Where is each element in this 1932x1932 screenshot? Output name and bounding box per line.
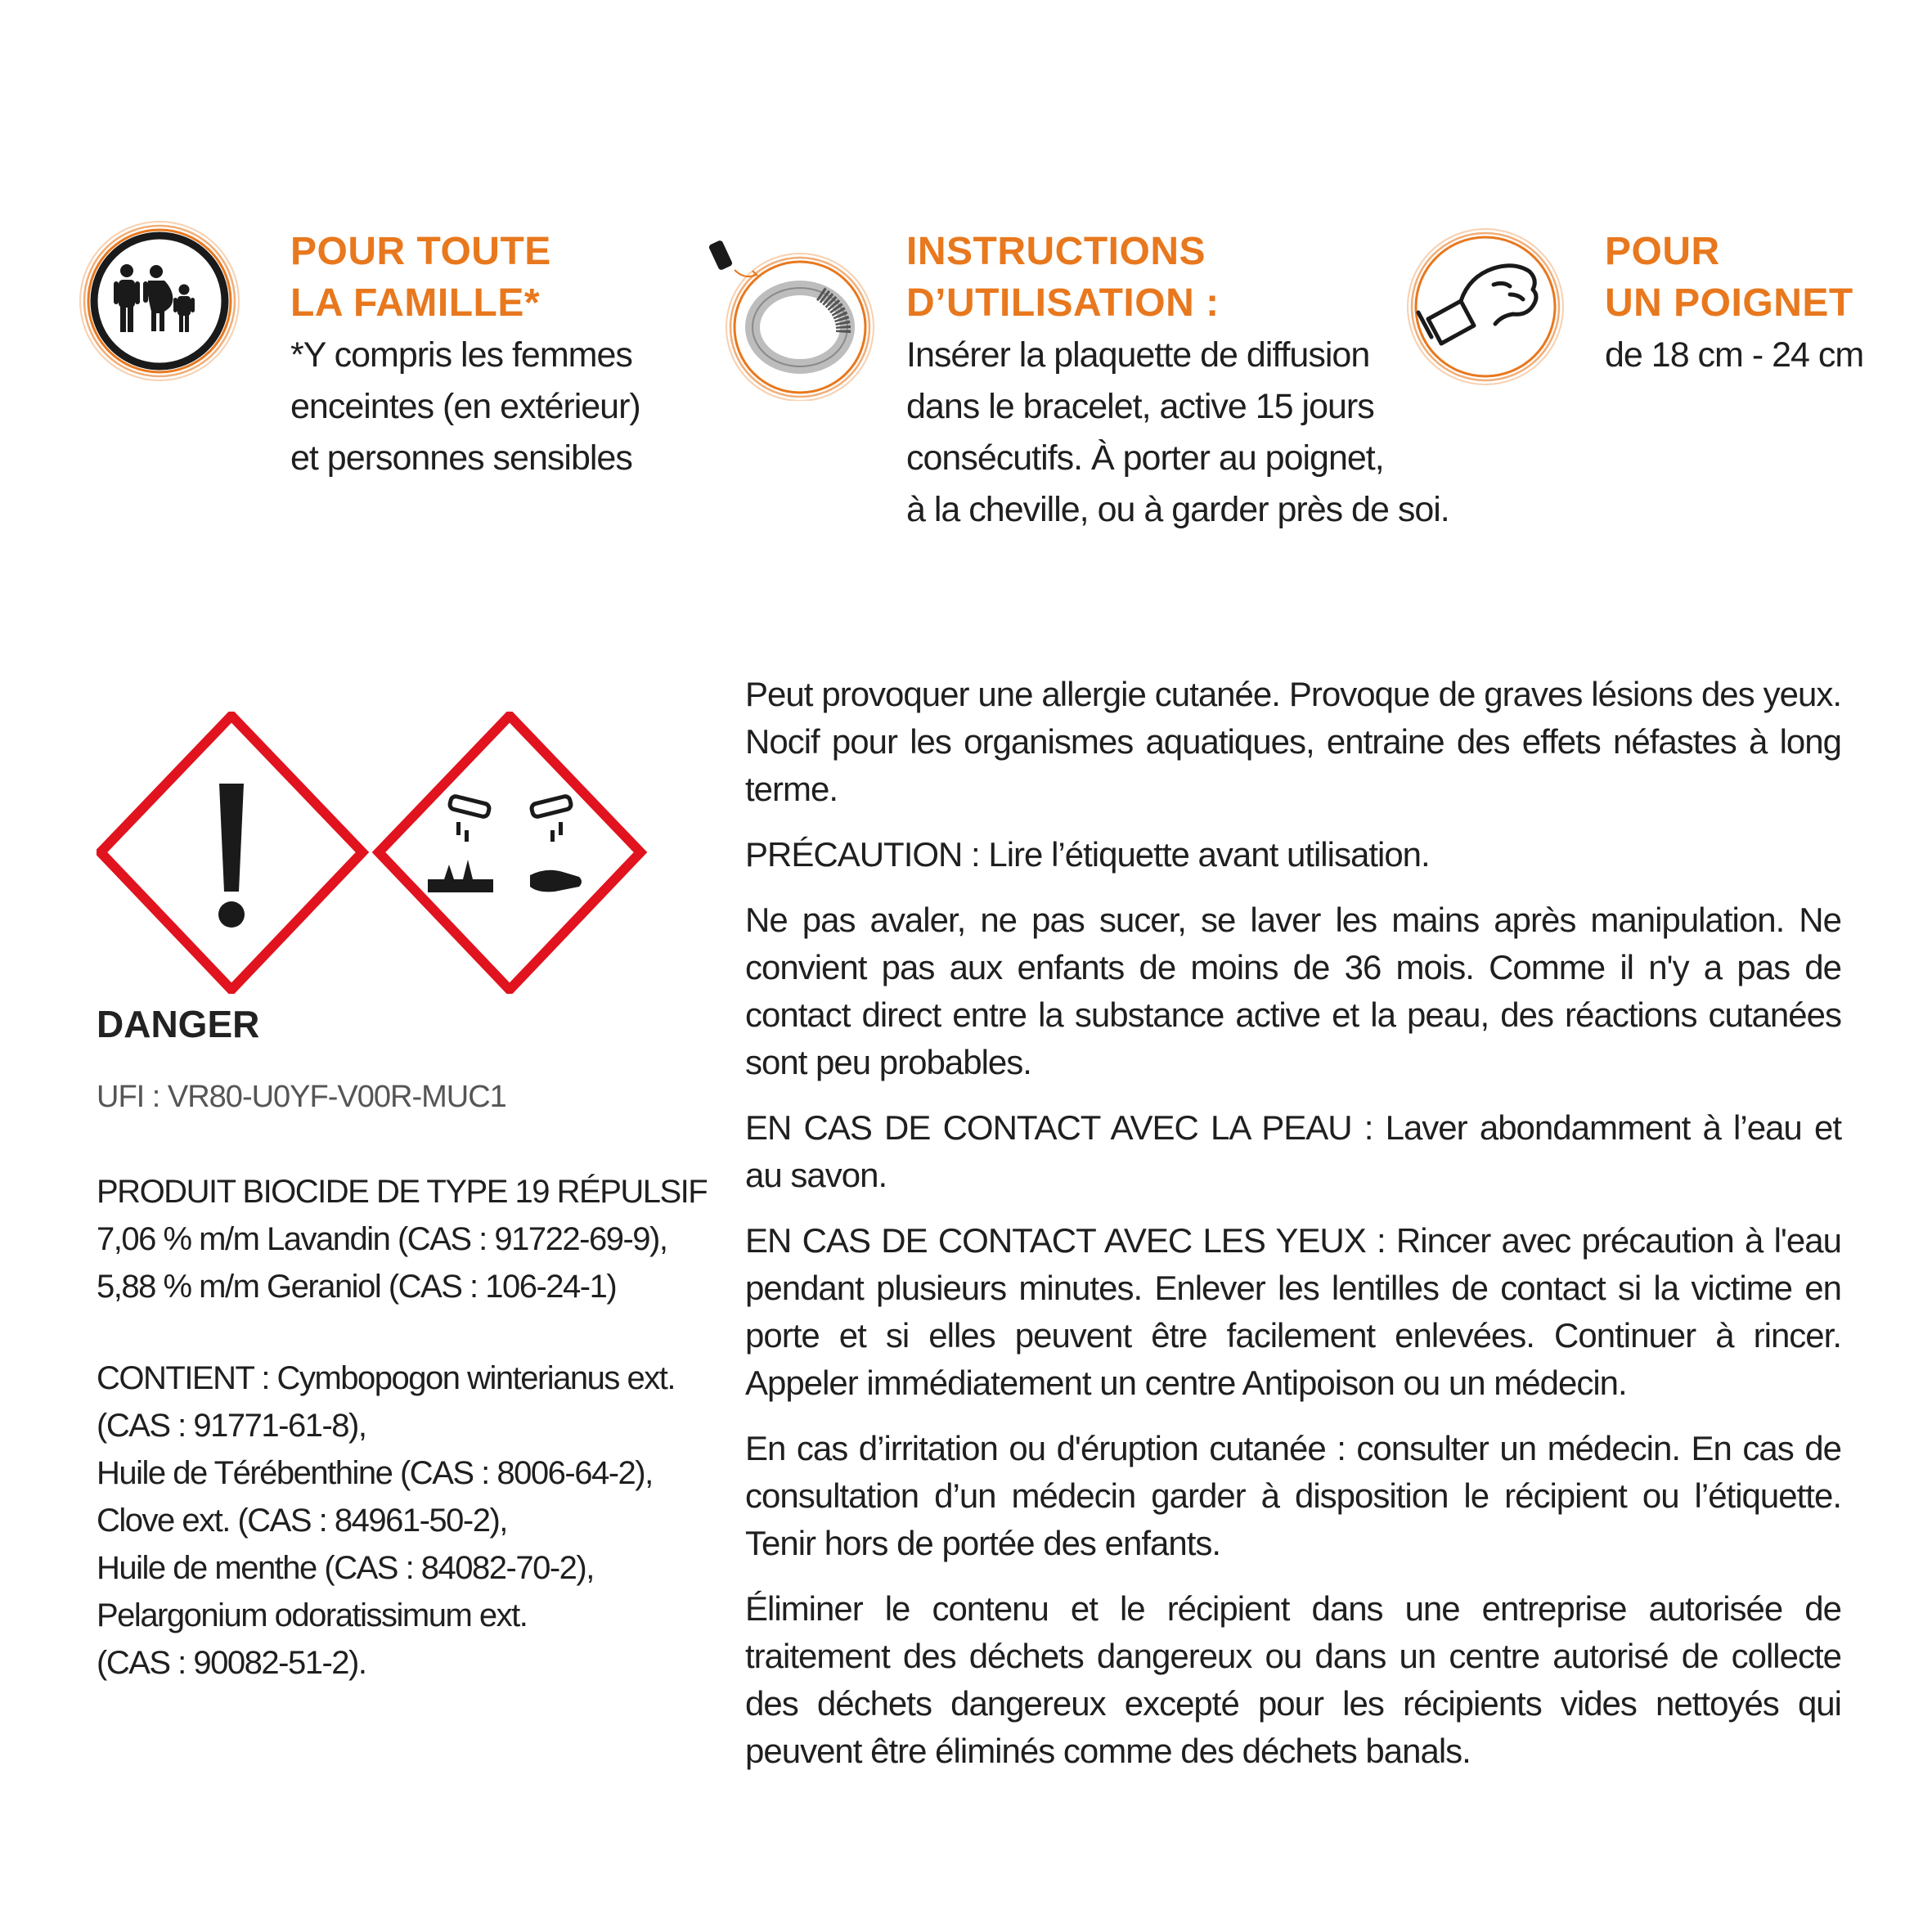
feature-instructions-text: Insérer la plaquette de diffusion dans le bracelet, active 15 jours consécutifs. À porter au poignet, à la cheville, ou à garder près de soi.: [906, 335, 1449, 529]
warning-paragraph: PRÉCAUTION : Lire l’étiquette avant utilisation.: [745, 835, 1430, 874]
feature-family-title: POUR TOUTE LA FAMILLE*: [290, 230, 551, 325]
corrosion-pictogram: [379, 716, 640, 990]
ufi-code: UFI : VR80-U0YF-V00R-MUC1: [97, 1080, 506, 1114]
warning-paragraph: En cas d’irritation ou d'éruption cutanée : consulter un médecin. En cas de consultation d’un médecin garder à disposition le récipient ou l’étiquette. Tenir hors de portée des enfants.: [745, 1429, 1841, 1562]
contains-list: CONTIENT : Cymbopogon winterianus ext. (CAS : 91771-61-8), Huile de Térébenthine (CAS : 8006-64-2), Clove ext. (CAS : 84961-50-2), Huile de menthe (CAS : 84082-70-2), Pelargonium odoratissimum ext. (CAS : 90082-51-2).: [97, 1360, 676, 1681]
feature-family-text: *Y compris les femmes enceintes (en extérieur) et personnes sensibles: [290, 335, 640, 478]
wrist-icon: [1395, 221, 1567, 393]
bracelet-icon: [702, 225, 878, 401]
hazard-pictograms: [97, 712, 653, 994]
warnings-column: [745, 671, 1841, 1793]
feature-instructions-title: INSTRUCTIONS D’UTILISATION :: [906, 230, 1220, 325]
warning-paragraph: Peut provoquer une allergie cutanée. Provoque de graves lésions des yeux. Nocif pour les organismes aquatiques, entraine des effets néfastes à long terme.: [745, 675, 1841, 808]
family-icon: [78, 219, 241, 383]
warning-paragraph: Éliminer le contenu et le récipient dans une entreprise autorisée de traitement des déchets dangereux ou dans un centre autorisé de collecte des déchets dangereux excepté pour les récipients vides nettoyés qui peuvent être éliminés comme des déchets banals.: [745, 1589, 1841, 1770]
warning-paragraph: EN CAS DE CONTACT AVEC LES YEUX : Rincer avec précaution à l'eau pendant plusieurs minutes. Enlever les lentilles de contact si la victime en porte et si elles peuvent être facilement enlevées. Continuer à rincer. Appeler immédiatement un centre Antipoison ou un médecin.: [745, 1221, 1841, 1402]
feature-wrist-title: POUR UN POIGNET: [1605, 230, 1853, 325]
warning-paragraph: Ne pas avaler, ne pas sucer, se laver les mains après manipulation. Ne convient pas aux enfants de moins de 36 mois. Comme il n'y a pas de contact direct entre la substance active et la peau, des réactions cutanées sont peu probables.: [745, 901, 1841, 1081]
exclamation-pictogram: [101, 716, 362, 990]
biocide-info: PRODUIT BIOCIDE DE TYPE 19 RÉPULSIF 7,06 % m/m Lavandin (CAS : 91722-69-9), 5,88 % m/m Geraniol (CAS : 106-24-1): [97, 1174, 708, 1305]
feature-wrist-text: de 18 cm - 24 cm: [1605, 335, 1864, 375]
warning-paragraph: EN CAS DE CONTACT AVEC LA PEAU : Laver abondamment à l’eau et au savon.: [745, 1108, 1841, 1194]
signal-word: DANGER: [97, 1003, 260, 1045]
